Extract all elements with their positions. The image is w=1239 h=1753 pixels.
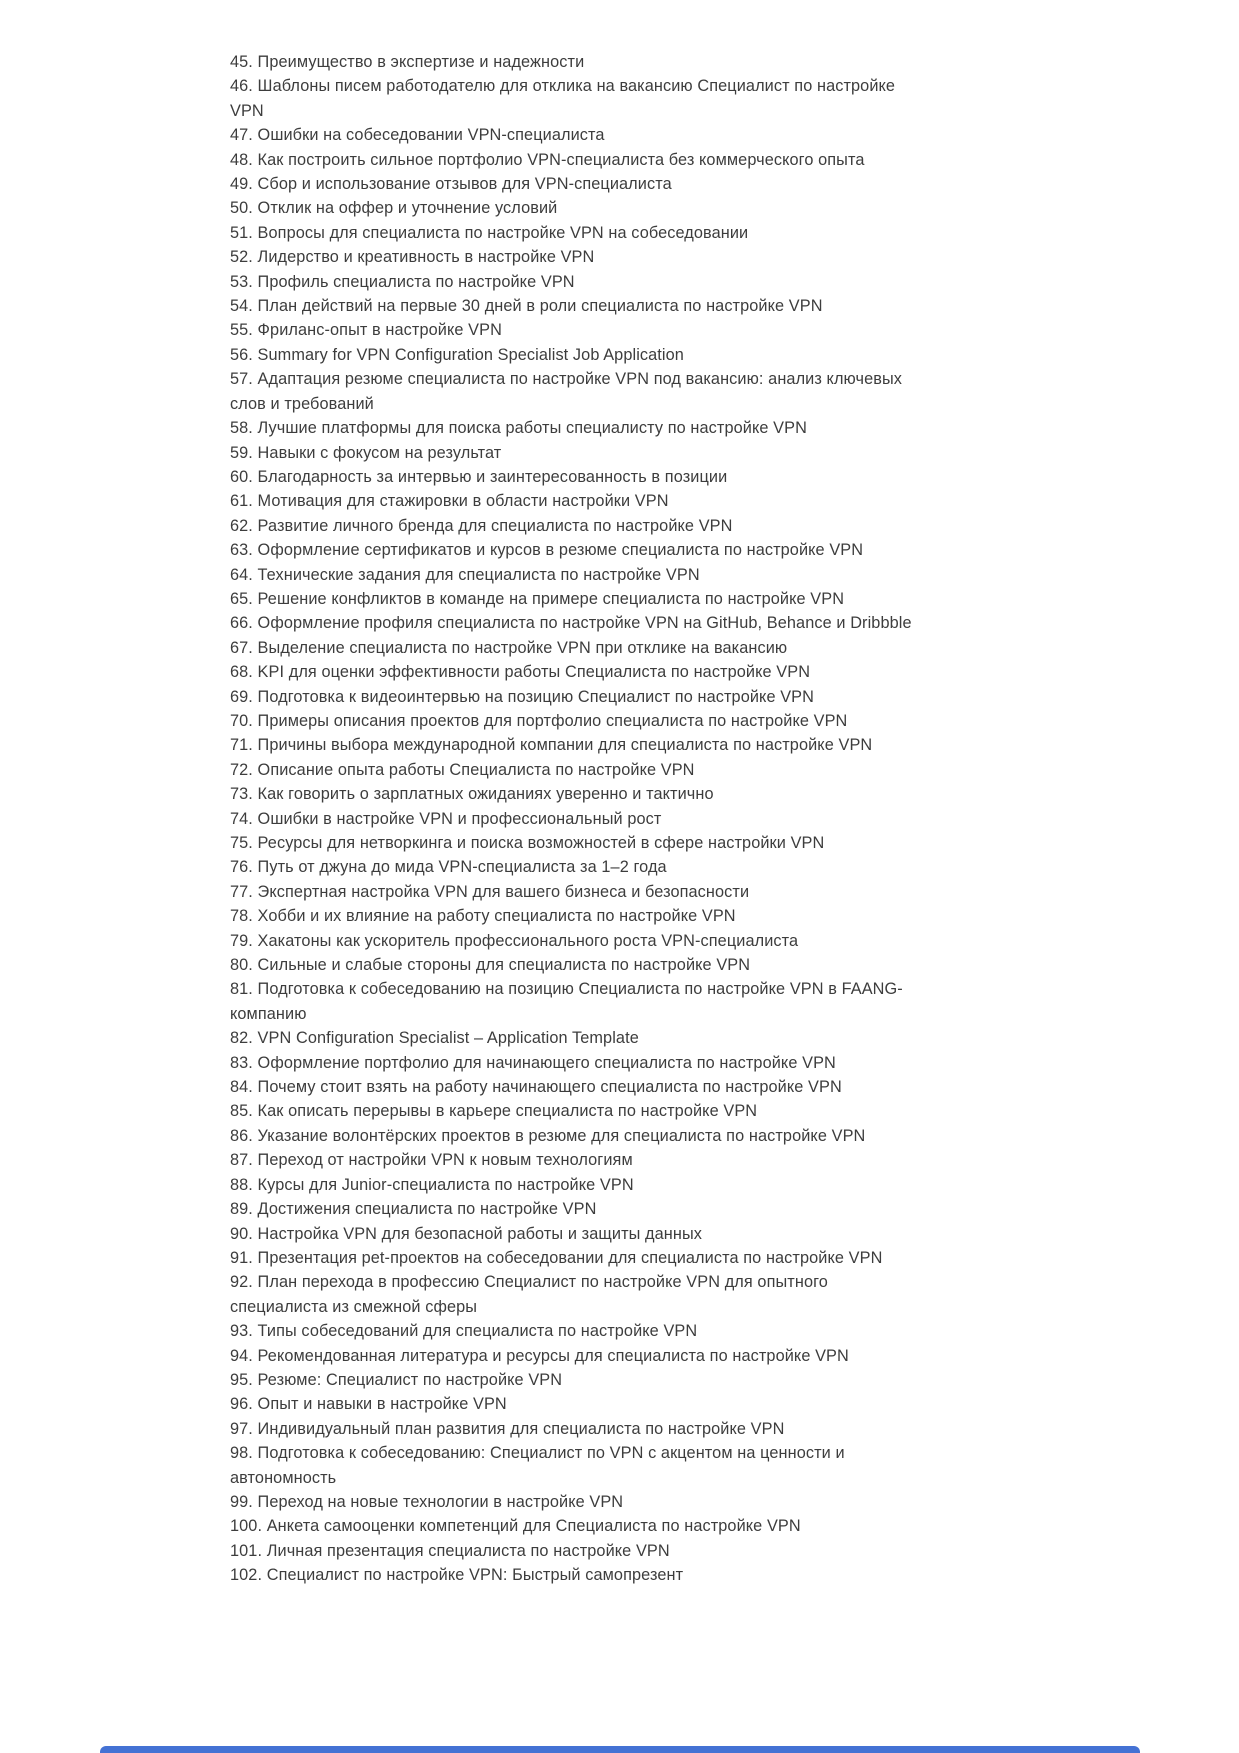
- list-item: 77. Экспертная настройка VPN для вашего бизнеса и безопасности: [230, 882, 750, 901]
- list-item: 72. Описание опыта работы Специалиста по настройке VPN: [230, 760, 695, 779]
- list-item: 97. Индивидуальный план развития для специалиста по настройке VPN: [230, 1419, 785, 1438]
- list-item: 54. План действий на первые 30 дней в роли специалиста по настройке VPN: [230, 297, 823, 316]
- list-item: 86. Указание волонтёрских проектов в резюме для специалиста по настройке VPN: [230, 1126, 866, 1145]
- list-item: 55. Фриланс-опыт в настройке VPN: [230, 321, 502, 340]
- list-item: 75. Ресурсы для нетворкинга и поиска возможностей в сфере настройки VPN: [230, 834, 825, 852]
- list-item: 76. Путь от джуна до мида VPN-специалиста за 1–2 года: [230, 858, 667, 877]
- list-item: 90. Настройка VPN для безопасной работы и защиты данных: [230, 1224, 703, 1243]
- list-item: 74. Ошибки в настройке VPN и профессиональный рост: [230, 809, 662, 828]
- list-item: 79. Хакатоны как ускоритель профессионального роста VPN-специалиста: [230, 931, 799, 950]
- list-item: 95. Резюме: Специалист по настройке VPN: [230, 1370, 563, 1389]
- list-item: 102. Специалист по настройке VPN: Быстрый самопрезент: [230, 1566, 684, 1585]
- list-item: 65. Решение конфликтов в команде на примере специалиста по настройке VPN: [230, 589, 845, 608]
- list-item: 82. VPN Configuration Specialist – Application Template: [230, 1029, 639, 1048]
- list-item: 84. Почему стоит взять на работу начинающего специалиста по настройке VPN: [230, 1078, 842, 1097]
- list-item: 94. Рекомендованная литература и ресурсы для специалиста по настройке VPN: [230, 1346, 849, 1365]
- list-item: 59. Навыки с фокусом на результат: [230, 443, 502, 462]
- list-item: 61. Мотивация для стажировки в области настройки VPN: [230, 492, 669, 511]
- list-item: 89. Достижения специалиста по настройке VPN: [230, 1200, 597, 1219]
- list-item: 64. Технические задания для специалиста по настройке VPN: [230, 565, 700, 584]
- list-item: 81. Подготовка к собеседованию на позицию Специалиста по настройке VPN в FAANG-компанию: [230, 980, 903, 1023]
- list-item: 80. Сильные и слабые стороны для специалиста по настройке VPN: [230, 956, 751, 975]
- list-item: 62. Развитие личного бренда для специалиста по настройке VPN: [230, 516, 733, 535]
- list-item: 60. Благодарность за интервью и заинтересованность в позиции: [230, 467, 728, 486]
- list-item: 68. KPI для оценки эффективности работы Специалиста по настройке VPN: [230, 663, 811, 682]
- list-item: 92. План перехода в профессию Специалист по настройке VPN для опытного специалиста из смежной сферы: [230, 1273, 828, 1316]
- topic-list: [230, 50, 930, 1588]
- list-item: 51. Вопросы для специалиста по настройке VPN на собеседовании: [230, 223, 749, 242]
- list-item: 83. Оформление портфолио для начинающего специалиста по настройке VPN: [230, 1053, 836, 1072]
- list-item: 50. Отклик на оффер и уточнение условий: [230, 199, 558, 218]
- list-item: 91. Презентация pet-проектов на собеседовании для специалиста по настройке VPN: [230, 1248, 883, 1267]
- list-item: 48. Как построить сильное портфолио VPN-специалиста без коммерческого опыта: [230, 150, 865, 169]
- list-item: 63. Оформление сертификатов и курсов в резюме специалиста по настройке VPN: [230, 541, 864, 560]
- list-item: 101. Личная презентация специалиста по настройке VPN: [230, 1541, 670, 1560]
- list-item: 71. Причины выбора международной компании для специалиста по настройке VPN: [230, 736, 873, 755]
- list-item: 88. Курсы для Junior-специалиста по настройке VPN: [230, 1175, 634, 1194]
- list-item: 69. Подготовка к видеоинтервью на позицию Специалист по настройке VPN: [230, 687, 815, 706]
- list-item: 66. Оформление профиля специалиста по настройке VPN на GitHub, Behance и Dribbble: [230, 614, 912, 633]
- list-item: 52. Лидерство и креативность в настройке VPN: [230, 248, 595, 267]
- list-item: 57. Адаптация резюме специалиста по настройке VPN под вакансию: анализ ключевых слов и требований: [230, 370, 903, 413]
- list-item: 78. Хобби и их влияние на работу специалиста по настройке VPN: [230, 907, 736, 926]
- list-item: 56. Summary for VPN Configuration Specialist Job Application: [230, 345, 684, 364]
- list-item: 45. Преимущество в экспертизе и надежности: [230, 53, 585, 71]
- list-item: 70. Примеры описания проектов для портфолио специалиста по настройке VPN: [230, 711, 848, 730]
- list-item: 96. Опыт и навыки в настройке VPN: [230, 1395, 507, 1414]
- list-item: 99. Переход на новые технологии в настройке VPN: [230, 1492, 624, 1511]
- list-item: 53. Профиль специалиста по настройке VPN: [230, 272, 575, 291]
- bottom-accent-bar: [100, 1746, 1140, 1753]
- list-item: 47. Ошибки на собеседовании VPN-специалиста: [230, 126, 605, 145]
- list-item: 85. Как описать перерывы в карьере специалиста по настройке VPN: [230, 1102, 758, 1121]
- list-item: 46. Шаблоны писем работодателю для отклика на вакансию Специалист по настройке VPN: [230, 77, 896, 120]
- list-item: 100. Анкета самооценки компетенций для Специалиста по настройке VPN: [230, 1517, 801, 1536]
- list-item: 73. Как говорить о зарплатных ожиданиях уверенно и тактично: [230, 785, 714, 804]
- list-item: 67. Выделение специалиста по настройке VPN при отклике на вакансию: [230, 638, 788, 657]
- list-item: 49. Сбор и использование отзывов для VPN-специалиста: [230, 175, 672, 194]
- list-item: 58. Лучшие платформы для поиска работы специалисту по настройке VPN: [230, 419, 807, 438]
- list-item: 93. Типы собеседований для специалиста по настройке VPN: [230, 1322, 698, 1341]
- list-item: 98. Подготовка к собеседованию: Специалист по VPN с акцентом на ценности и автономность: [230, 1444, 845, 1487]
- list-item: 87. Переход от настройки VPN к новым технологиям: [230, 1151, 633, 1170]
